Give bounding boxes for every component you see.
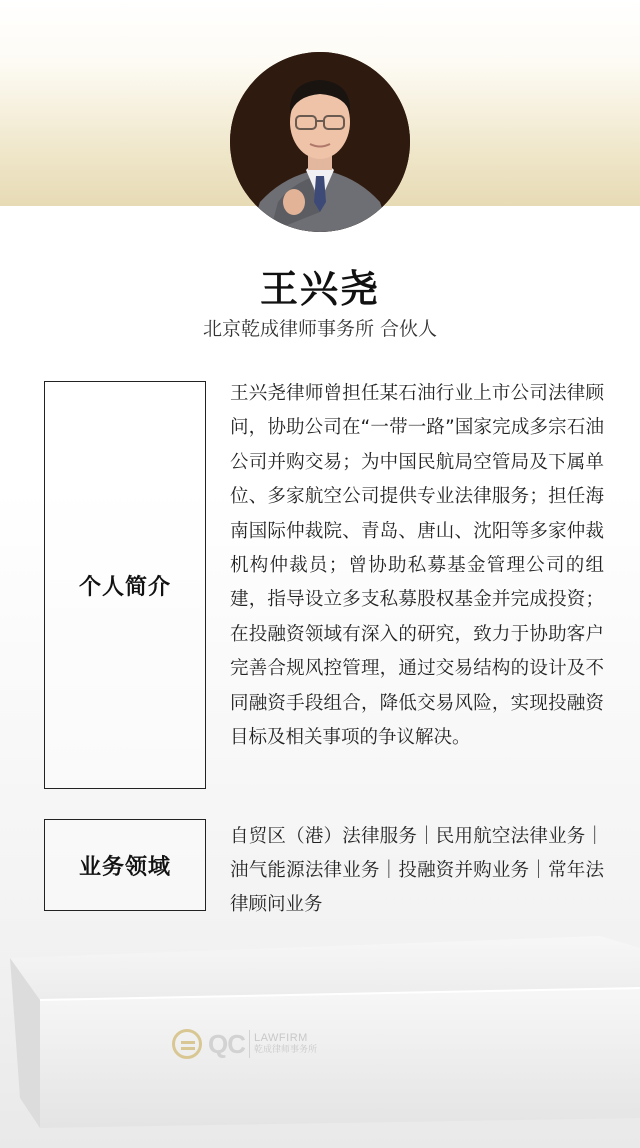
logo-english: LAWFIRM bbox=[254, 1032, 308, 1044]
person-name: 王兴尧 bbox=[259, 267, 380, 311]
logo-text bbox=[254, 1032, 317, 1056]
bio-text: 王兴尧律师曾担任某石油行业上市公司法律顾问，协助公司在“一带一路”国家完成多宗石油公司并购交易；为中国民航局空管局及下属单位、多家航空公司提供专业法律服务；担任海南国际仲裁院、青岛、唐山、沈阳等多家仲裁机构仲裁员；曾协助私募基金管理公司的组建，指导设立多支私募股权基金并完成投资；在投融资领域有深入的研究，致力于协助客户完善合规风控管理，通过交易结构的设计及不同融资手段组合，降低交易风险，实现投融资目标及相关事项的争议解决。 bbox=[230, 383, 604, 749]
practice-label-box bbox=[44, 819, 206, 911]
person-title: 北京乾成律师事务所 合伙人 bbox=[202, 318, 438, 340]
practice-areas-text: 自贸区（港）法律服务｜民用航空法律业务｜油气能源法律业务｜投融资并购业务｜常年法律顾问业务 bbox=[230, 826, 604, 915]
logo-divider bbox=[249, 1030, 250, 1058]
bio-label-box bbox=[44, 381, 206, 789]
profile-photo bbox=[230, 52, 410, 232]
logo-emblem-icon bbox=[172, 1029, 202, 1059]
logo-mark: QC bbox=[208, 1028, 245, 1059]
logo-chinese: 乾成律师事务所 bbox=[254, 1045, 318, 1055]
bio-label: 个人简介 bbox=[78, 574, 171, 600]
firm-logo bbox=[172, 1022, 332, 1066]
practice-label: 业务领域 bbox=[78, 854, 171, 880]
